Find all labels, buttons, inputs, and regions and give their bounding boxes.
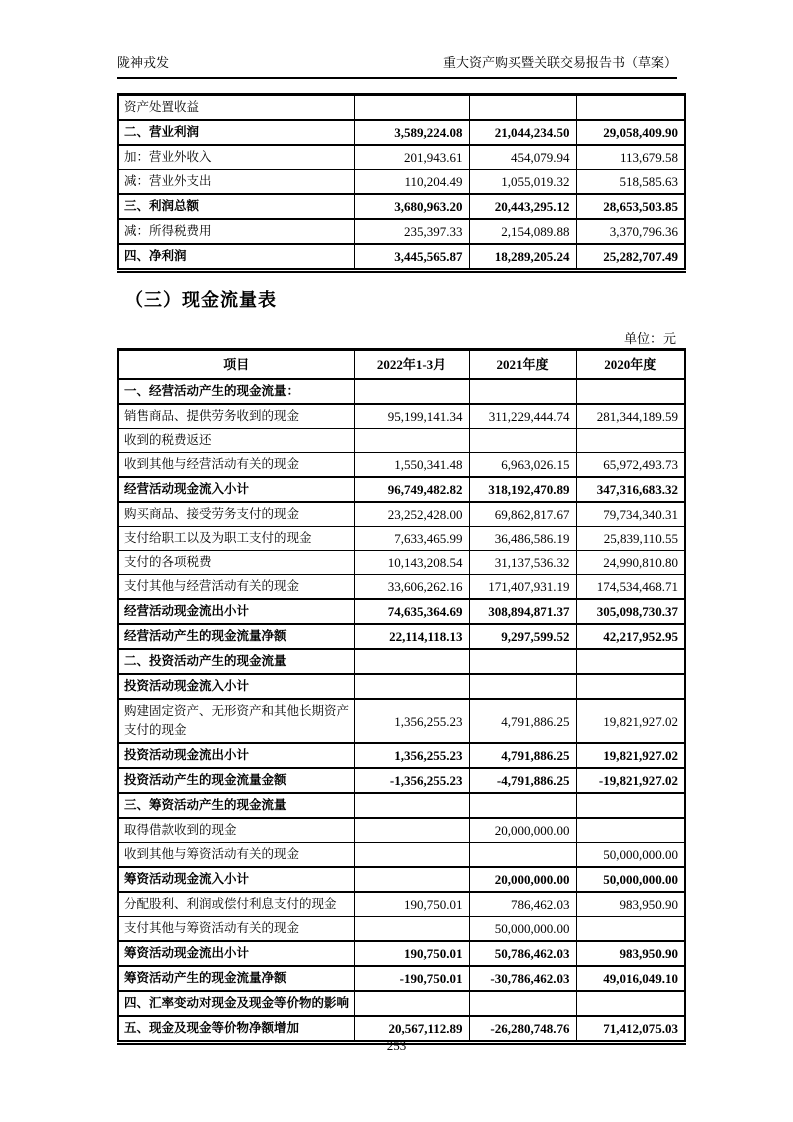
value-2020: 50,000,000.00 [576,867,685,892]
row-label: 取得借款收到的现金 [118,818,354,843]
value-2021: 2,154,089.88 [469,219,576,244]
row-label: 减：所得税费用 [118,219,354,244]
value-2020: 49,016,049.10 [576,966,685,991]
value-2020: 65,972,493.73 [576,453,685,478]
table-row [118,917,685,942]
row-label: 经营活动现金流出小计 [118,599,354,624]
cashflow-statement-table [117,348,686,1045]
value-2021: 1,055,019.32 [469,170,576,195]
value-2022: 3,445,565.87 [354,244,469,271]
table-row [118,768,685,793]
value-2022: 1,356,255.23 [354,699,469,743]
value-2021: 18,289,205.24 [469,244,576,271]
value-2020: 79,734,340.31 [576,502,685,527]
row-label: 投资活动现金流出小计 [118,743,354,768]
value-2022: 1,356,255.23 [354,743,469,768]
value-2022 [354,917,469,942]
value-2021: -30,786,462.03 [469,966,576,991]
table-row [118,219,685,244]
row-label: 收到其他与筹资活动有关的现金 [118,843,354,868]
header-row [118,350,685,380]
value-2022: 110,204.49 [354,170,469,195]
row-label: 收到其他与经营活动有关的现金 [118,453,354,478]
value-2022 [354,379,469,404]
row-label: 购建固定资产、无形资产和其他长期资产支付的现金 [118,699,354,743]
row-label: 支付其他与经营活动有关的现金 [118,575,354,600]
value-2020: 3,370,796.36 [576,219,685,244]
row-label: 加：营业外收入 [118,145,354,170]
value-2020 [576,649,685,674]
row-label: 经营活动现金流入小计 [118,477,354,502]
table-row [118,867,685,892]
value-2020 [576,917,685,942]
value-2022: 3,680,963.20 [354,194,469,219]
value-2022: 96,749,482.82 [354,477,469,502]
value-2020: 25,282,707.49 [576,244,685,271]
header-company-name: 陇神戎发 [117,55,170,70]
value-2021 [469,429,576,453]
row-label: 五、现金及现金等价物净额增加 [118,1016,354,1043]
row-label: 收到的税费返还 [118,429,354,453]
table-row [118,892,685,917]
row-label: 支付其他与筹资活动有关的现金 [118,917,354,942]
column-header-2021: 2021年度 [469,350,576,380]
value-2020: 24,990,810.80 [576,551,685,575]
value-2021: 311,229,444.74 [469,404,576,429]
value-2021: 36,486,586.19 [469,527,576,551]
value-2021: 4,791,886.25 [469,743,576,768]
table-row [118,120,685,145]
value-2021: -4,791,886.25 [469,768,576,793]
table-row [118,145,685,170]
value-2022: 23,252,428.00 [354,502,469,527]
value-2021: 171,407,931.19 [469,575,576,600]
value-2022 [354,991,469,1016]
value-2022: 20,567,112.89 [354,1016,469,1043]
value-2021 [469,991,576,1016]
value-2022: 190,750.01 [354,892,469,917]
value-2022 [354,95,469,121]
column-header-2022: 2022年1-3月 [354,350,469,380]
header-document-title: 重大资产购买暨关联交易报告书（草案） [442,55,677,70]
row-label: 销售商品、提供劳务收到的现金 [118,404,354,429]
value-2022: 74,635,364.69 [354,599,469,624]
row-label: 支付给职工以及为职工支付的现金 [118,527,354,551]
value-2022: 235,397.33 [354,219,469,244]
table-row [118,991,685,1016]
row-label: 经营活动产生的现金流量净额 [118,624,354,649]
table-row [118,429,685,453]
table-row [118,551,685,575]
table-row [118,624,685,649]
table-row [118,575,685,600]
row-label: 四、净利润 [118,244,354,271]
value-2021: 20,000,000.00 [469,818,576,843]
value-2021: 31,137,536.32 [469,551,576,575]
value-2021: 9,297,599.52 [469,624,576,649]
table-row [118,502,685,527]
table-row [118,244,685,271]
value-2020: 28,653,503.85 [576,194,685,219]
table-row [118,404,685,429]
table-row [118,599,685,624]
value-2022: -1,356,255.23 [354,768,469,793]
value-2022: 1,550,341.48 [354,453,469,478]
table-row [118,966,685,991]
value-2021: 50,786,462.03 [469,941,576,966]
table-row [118,95,685,121]
value-2020: 19,821,927.02 [576,743,685,768]
running-header [117,52,677,79]
cashflow-table-body [118,379,685,1043]
table-row [118,527,685,551]
value-2022: 201,943.61 [354,145,469,170]
page-number: 253 [386,1038,407,1053]
value-2021 [469,674,576,699]
value-2020: 113,679.58 [576,145,685,170]
value-2022: 190,750.01 [354,941,469,966]
row-label: 三、筹资活动产生的现金流量 [118,793,354,818]
value-2022: 22,114,118.13 [354,624,469,649]
value-2020 [576,793,685,818]
value-2022 [354,649,469,674]
value-2020: 29,058,409.90 [576,120,685,145]
column-header-2020: 2020年度 [576,350,685,380]
value-2022 [354,674,469,699]
row-label: 购买商品、接受劳务支付的现金 [118,502,354,527]
value-2021: 4,791,886.25 [469,699,576,743]
table-row [118,649,685,674]
row-label: 减：营业外支出 [118,170,354,195]
row-label: 四、汇率变动对现金及现金等价物的影响 [118,991,354,1016]
table-row [118,194,685,219]
income-statement-table [117,93,686,273]
table-row [118,843,685,868]
table-row [118,818,685,843]
value-2020: -19,821,927.02 [576,768,685,793]
section-heading-cashflow: （三）现金流量表 [125,290,277,310]
row-label: 支付的各项税费 [118,551,354,575]
value-2020: 71,412,075.03 [576,1016,685,1043]
value-2020: 281,344,189.59 [576,404,685,429]
value-2020: 25,839,110.55 [576,527,685,551]
table-row [118,699,685,743]
value-2020: 50,000,000.00 [576,843,685,868]
value-2022: 95,199,141.34 [354,404,469,429]
value-2022: -190,750.01 [354,966,469,991]
value-2022: 33,606,262.16 [354,575,469,600]
value-2021 [469,843,576,868]
value-2021 [469,379,576,404]
row-label: 二、营业利润 [118,120,354,145]
table-row [118,941,685,966]
value-2020 [576,95,685,121]
value-2021: 20,000,000.00 [469,867,576,892]
value-2021 [469,793,576,818]
value-2020: 305,098,730.37 [576,599,685,624]
value-2021: 308,894,871.37 [469,599,576,624]
cashflow-table-header [118,350,685,380]
row-label: 一、经营活动产生的现金流量： [118,379,354,404]
income-table-body [118,95,685,271]
value-2020 [576,674,685,699]
value-2020: 347,316,683.32 [576,477,685,502]
value-2020 [576,379,685,404]
row-label: 筹资活动现金流出小计 [118,941,354,966]
value-2022 [354,843,469,868]
value-2020: 518,585.63 [576,170,685,195]
value-2021: 6,963,026.15 [469,453,576,478]
row-label: 资产处置收益 [118,95,354,121]
row-label: 三、利润总额 [118,194,354,219]
table-row [118,379,685,404]
value-2022: 3,589,224.08 [354,120,469,145]
value-2020: 174,534,468.71 [576,575,685,600]
row-label: 投资活动现金流入小计 [118,674,354,699]
column-header-item: 项目 [118,350,354,380]
value-2020 [576,818,685,843]
value-2021 [469,649,576,674]
value-2021 [469,95,576,121]
value-2022 [354,818,469,843]
table-row [118,674,685,699]
table-row [118,170,685,195]
row-label: 分配股利、利润或偿付利息支付的现金 [118,892,354,917]
value-2020 [576,991,685,1016]
row-label: 二、投资活动产生的现金流量 [118,649,354,674]
table-row [118,793,685,818]
row-label: 筹资活动现金流入小计 [118,867,354,892]
value-2020: 19,821,927.02 [576,699,685,743]
value-2021: 786,462.03 [469,892,576,917]
value-2021: -26,280,748.76 [469,1016,576,1043]
value-2021: 69,862,817.67 [469,502,576,527]
value-2021: 50,000,000.00 [469,917,576,942]
row-label: 投资活动产生的现金流量金额 [118,768,354,793]
row-label: 筹资活动产生的现金流量净额 [118,966,354,991]
value-2022 [354,429,469,453]
value-2020: 983,950.90 [576,941,685,966]
value-2020: 42,217,952.95 [576,624,685,649]
value-2022: 10,143,208.54 [354,551,469,575]
table-row [118,477,685,502]
value-2022 [354,867,469,892]
value-2021: 318,192,470.89 [469,477,576,502]
value-2020 [576,429,685,453]
table-row [118,453,685,478]
value-2021: 21,044,234.50 [469,120,576,145]
value-2022 [354,793,469,818]
table-row [118,743,685,768]
unit-label: 单位：元 [623,331,676,346]
value-2020: 983,950.90 [576,892,685,917]
value-2022: 7,633,465.99 [354,527,469,551]
value-2021: 20,443,295.12 [469,194,576,219]
value-2021: 454,079.94 [469,145,576,170]
